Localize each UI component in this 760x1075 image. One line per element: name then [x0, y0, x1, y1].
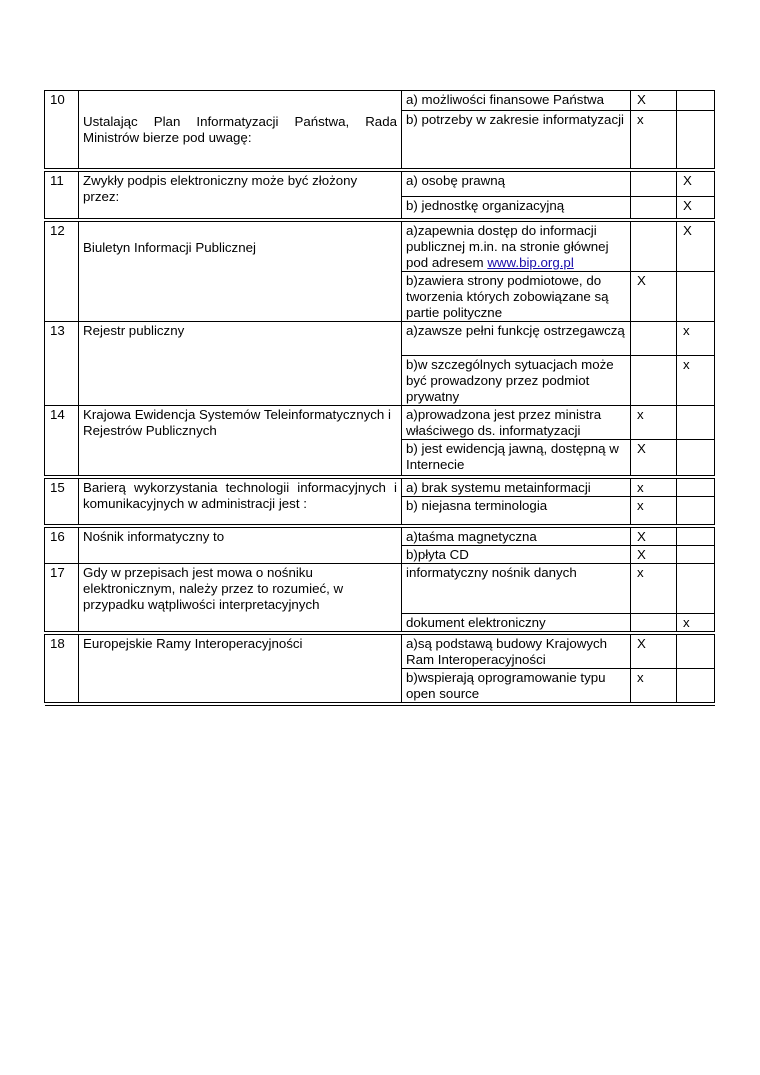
question-number: 14 — [45, 406, 79, 476]
answer-mark-col1: X — [631, 546, 677, 564]
answer-mark-col2 — [677, 528, 715, 546]
answer-mark-col2 — [677, 497, 715, 525]
answer-mark-col2 — [677, 440, 715, 476]
answer-mark-col1: x — [631, 406, 677, 440]
answer-mark-col2 — [677, 635, 715, 669]
answer-mark-col1 — [631, 614, 677, 632]
question-text: Europejskie Ramy Interoperacyjności — [79, 635, 402, 703]
answer-text: b)płyta CD — [402, 546, 631, 564]
answer-mark-col1: X — [631, 440, 677, 476]
question-number: 10 — [45, 91, 79, 169]
question-text: Barierą wykorzystania technologii informacyjnych i komunikacyjnych w administracji jest : — [79, 479, 402, 525]
table-row — [45, 406, 715, 440]
answer-mark-col2 — [677, 91, 715, 111]
question-number: 18 — [45, 635, 79, 703]
answer-mark-col2: X — [677, 172, 715, 197]
answer-text: a)prowadzona jest przez ministra właściwego ds. informatyzacji — [402, 406, 631, 440]
answer-mark-col1: X — [631, 91, 677, 111]
answer-mark-col2 — [677, 272, 715, 322]
question-number: 16 — [45, 528, 79, 564]
table-row — [45, 91, 715, 111]
row-separator — [45, 703, 715, 706]
table-row — [45, 172, 715, 197]
answer-mark-col1: x — [631, 669, 677, 703]
answer-mark-col1 — [631, 222, 677, 272]
table-row — [45, 222, 715, 272]
table-row — [45, 635, 715, 669]
answer-text: a) brak systemu metainformacji — [402, 479, 631, 497]
question-text: Rejestr publiczny — [79, 322, 402, 406]
answer-text: a)taśma magnetyczna — [402, 528, 631, 546]
answer-mark-col1: X — [631, 635, 677, 669]
question-number: 11 — [45, 172, 79, 219]
answer-mark-col1: x — [631, 564, 677, 614]
answer-mark-col2 — [677, 564, 715, 614]
answer-mark-col1: x — [631, 111, 677, 169]
answer-text: a) osobę prawną — [402, 172, 631, 197]
answer-mark-col1: X — [631, 272, 677, 322]
question-text — [79, 222, 402, 322]
answer-mark-col1: X — [631, 528, 677, 546]
answer-text: dokument elektroniczny — [402, 614, 631, 632]
answer-mark-col1: x — [631, 479, 677, 497]
question-number: 17 — [45, 564, 79, 632]
answer-mark-col2 — [677, 669, 715, 703]
question-text: Ustalając Plan Informatyzacji Państwa, Rada Ministrów bierze pod uwagę: — [79, 91, 402, 169]
answer-mark-col2: x — [677, 356, 715, 406]
answer-mark-col2 — [677, 111, 715, 169]
answer-text: b)wspierają oprogramowanie typu open source — [402, 669, 631, 703]
answer-text: b) potrzeby w zakresie informatyzacji — [402, 111, 631, 169]
question-text-label: Biuletyn Informacji Publicznej — [83, 240, 256, 255]
answer-mark-col1 — [631, 197, 677, 219]
answer-mark-col1 — [631, 172, 677, 197]
answer-mark-col2 — [677, 479, 715, 497]
answer-text-before-link: a)zapewnia dostęp do informacji publicznej m.in. na stronie głównej pod adresem — [406, 223, 609, 270]
question-number: 15 — [45, 479, 79, 525]
question-text: Zwykły podpis elektroniczny może być złożony przez: — [79, 172, 402, 219]
answer-mark-col1 — [631, 356, 677, 406]
answer-text: b)w szczególnych sytuacjach może być prowadzony przez podmiot prywatny — [402, 356, 631, 406]
answer-text: b) jest ewidencją jawną, dostępną w Internecie — [402, 440, 631, 476]
answer-text: informatyczny nośnik danych — [402, 564, 631, 614]
answer-mark-col2 — [677, 406, 715, 440]
answer-mark-col2: x — [677, 322, 715, 356]
table-row — [45, 564, 715, 614]
answer-mark-col2 — [677, 546, 715, 564]
question-text: Krajowa Ewidencja Systemów Teleinformatycznych i Rejestrów Publicznych — [79, 406, 402, 476]
answer-text: a)zawsze pełni funkcję ostrzegawczą — [402, 322, 631, 356]
answer-mark-col1: x — [631, 497, 677, 525]
answer-text — [402, 222, 631, 272]
table-row — [45, 322, 715, 356]
answer-mark-col2: X — [677, 197, 715, 219]
answer-text: a)są podstawą budowy Krajowych Ram Interoperacyjności — [402, 635, 631, 669]
answer-text: b) niejasna terminologia — [402, 497, 631, 525]
question-text: Nośnik informatyczny to — [79, 528, 402, 564]
table-row — [45, 528, 715, 546]
question-text: Gdy w przepisach jest mowa o nośniku elektronicznym, należy przez to rozumieć, w przypadku wątpliwości interpretacyjnych — [79, 564, 402, 632]
bip-link[interactable]: www.bip.org.pl — [487, 255, 574, 270]
question-number: 13 — [45, 322, 79, 406]
answer-mark-col2: x — [677, 614, 715, 632]
answer-text: b)zawiera strony podmiotowe, do tworzenia których zobowiązane są partie polityczne — [402, 272, 631, 322]
table-row — [45, 479, 715, 497]
answer-text: a) możliwości finansowe Państwa — [402, 91, 631, 111]
answer-mark-col1 — [631, 322, 677, 356]
question-number: 12 — [45, 222, 79, 322]
answer-mark-col2: X — [677, 222, 715, 272]
quiz-table — [44, 90, 715, 706]
answer-text: b) jednostkę organizacyjną — [402, 197, 631, 219]
